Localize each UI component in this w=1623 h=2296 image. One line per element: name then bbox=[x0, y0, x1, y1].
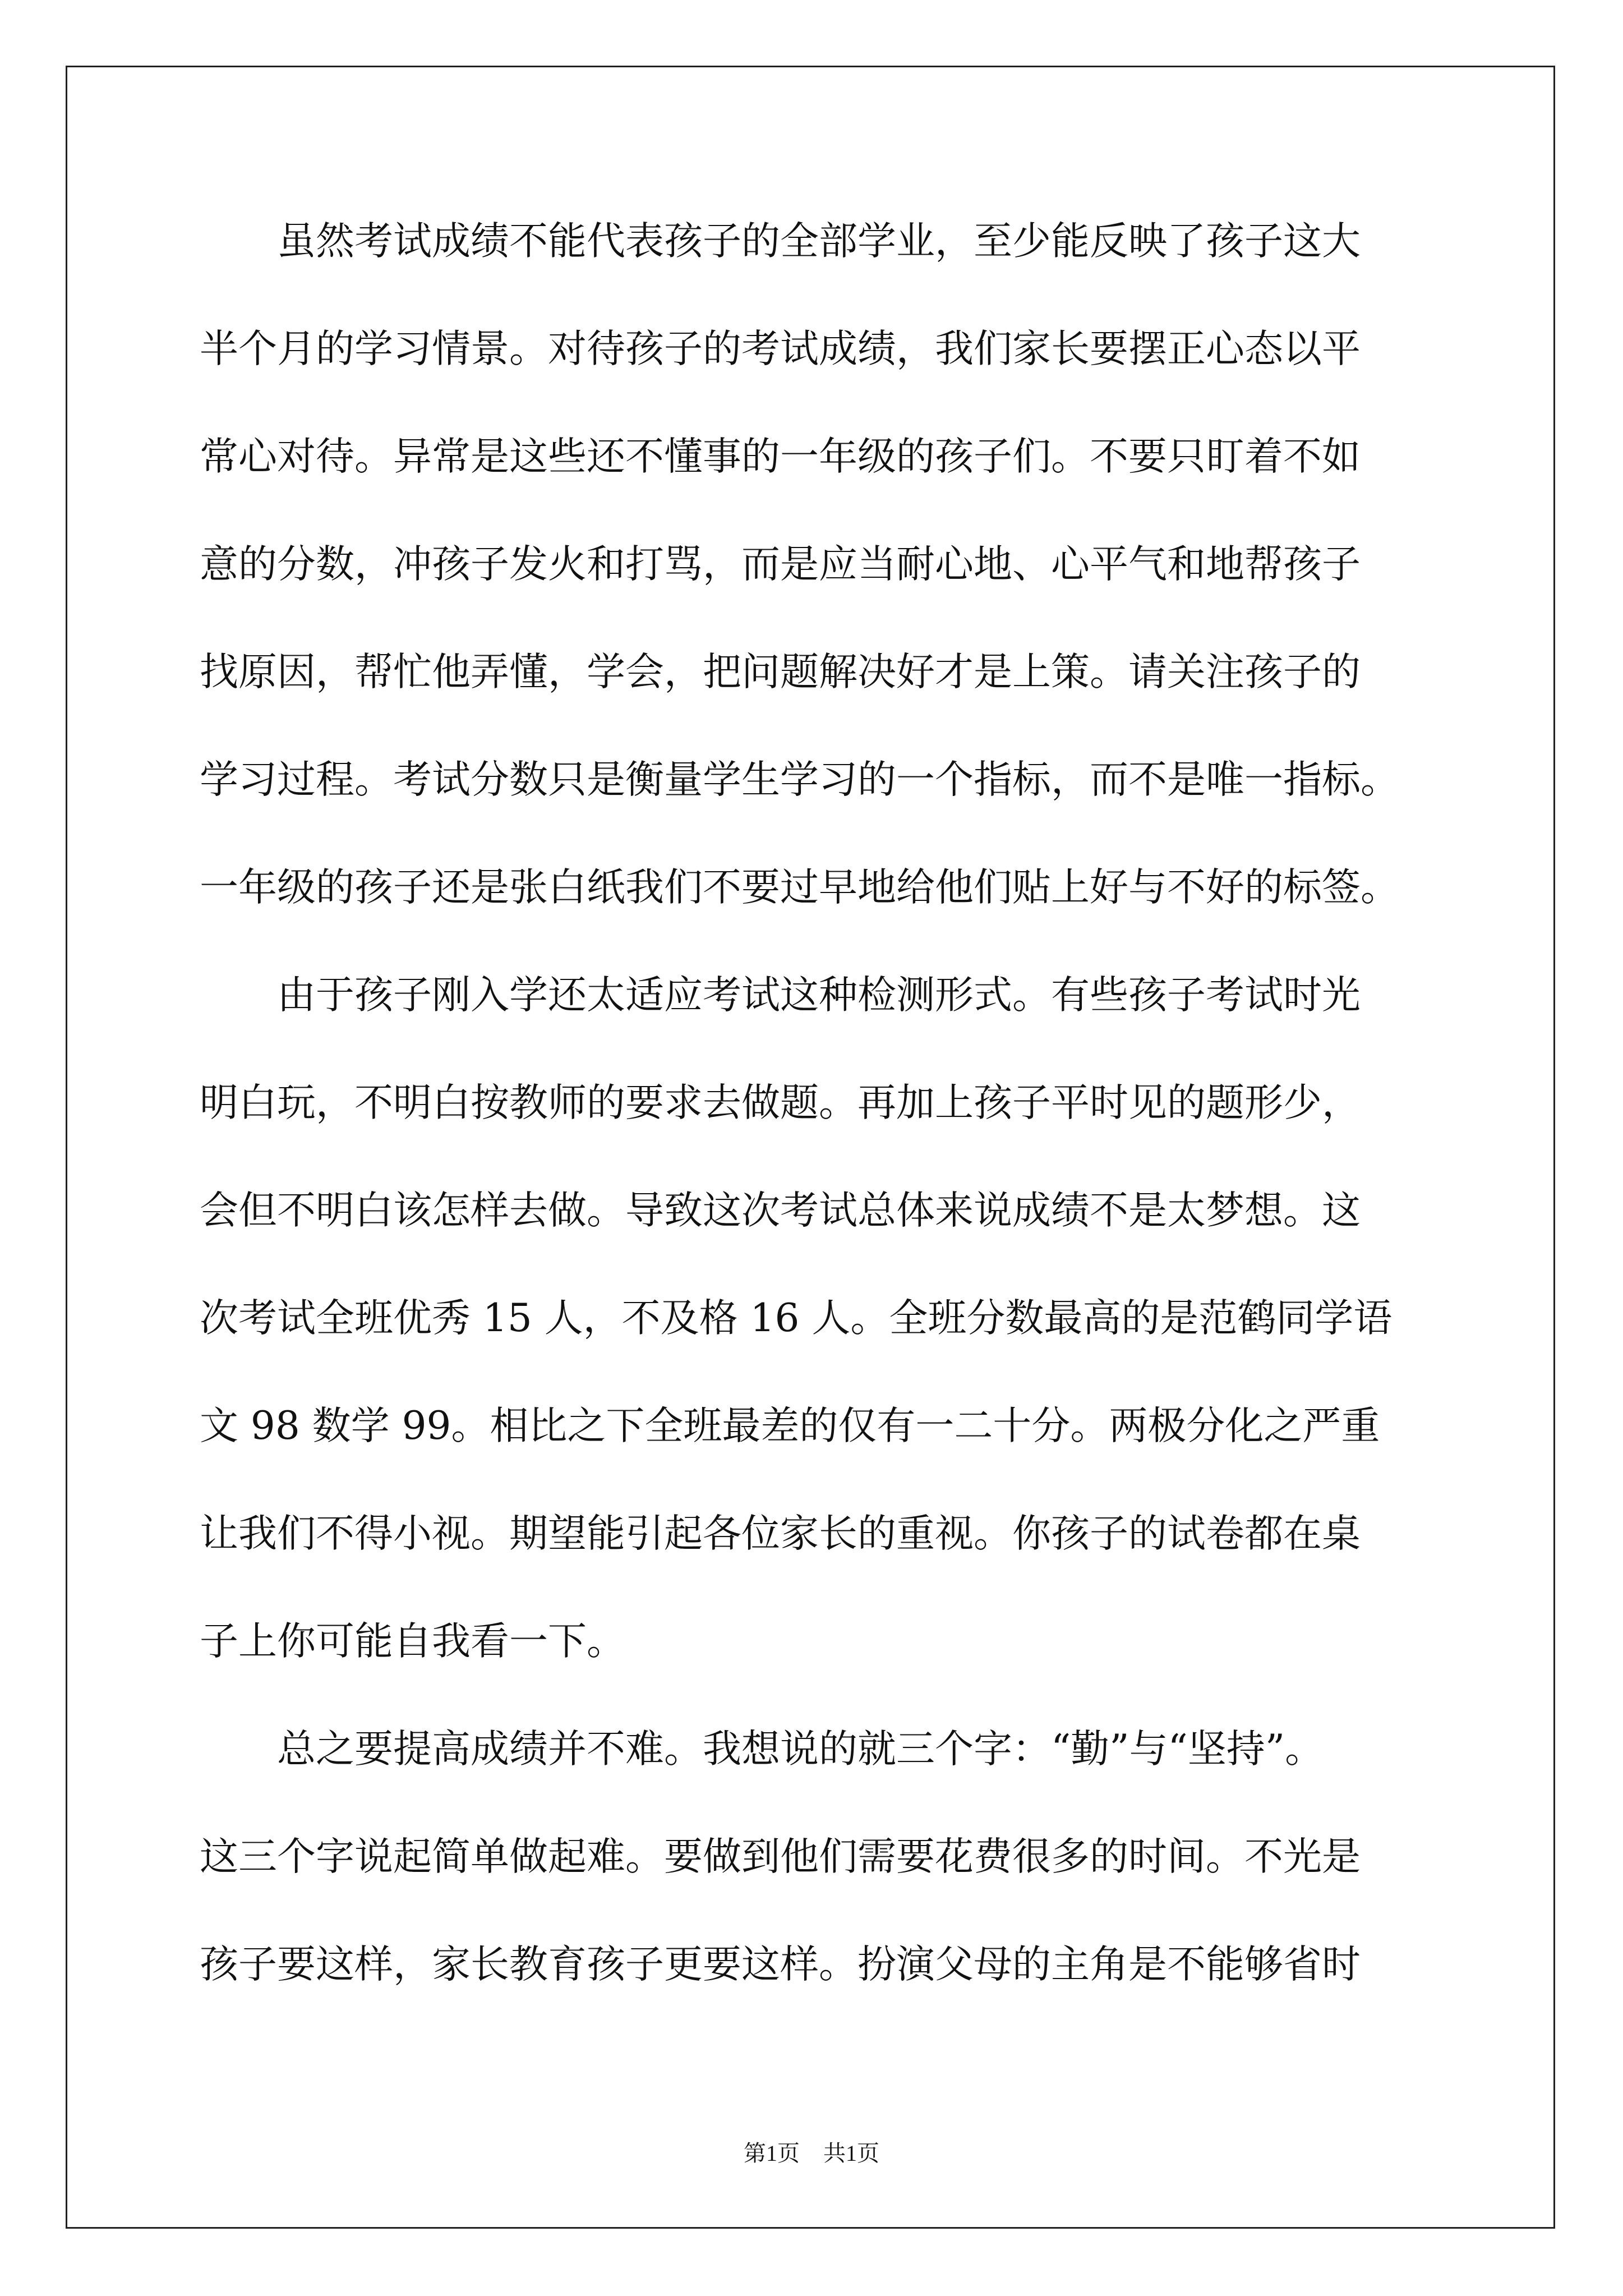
page-footer bbox=[0, 2140, 1623, 2167]
text-line: 孩子要这样，家长教育孩子更要这样。扮演父母的主角是不能够省时 bbox=[200, 1942, 1361, 1987]
text-line: 文 98 数学 99。相比之下全班最差的仅有一二十分。两极分化之严重 bbox=[200, 1404, 1380, 1448]
text-line: 找原因，帮忙他弄懂，学会，把问题解决好才是上策。请关注孩子的 bbox=[200, 650, 1361, 694]
text-line: 明白玩，不明白按教师的要求去做题。再加上孩子平时见的题形少， bbox=[200, 1080, 1361, 1125]
text-line: 一年级的孩子还是张白纸我们不要过早地给他们贴上好与不好的标签。 bbox=[200, 865, 1399, 910]
text-line: 会但不明白该怎样去做。导致这次考试总体来说成绩不是太梦想。这 bbox=[200, 1188, 1361, 1233]
text-line: 半个月的学习情景。对待孩子的考试成绩，我们家长要摆正心态以平 bbox=[200, 326, 1361, 371]
text-line: 总之要提高成绩并不难。我想说的就三个字：“勤”与“坚持”。 bbox=[200, 1727, 1324, 1772]
page-number: 第1页 bbox=[744, 2141, 800, 2166]
page-total: 共1页 bbox=[823, 2141, 879, 2166]
text-line: 子上你可能自我看一下。 bbox=[200, 1619, 625, 1664]
text-line: 由于孩子刚入学还太适应考试这种检测形式。有些孩子考试时光 bbox=[200, 973, 1361, 1018]
text-line: 学习过程。考试分数只是衡量学生学习的一个指标，而不是唯一指标。 bbox=[200, 757, 1399, 802]
text-line: 虽然考试成绩不能代表孩子的全部学业，至少能反映了孩子这大 bbox=[200, 219, 1361, 264]
text-line: 次考试全班优秀 15 人，不及格 16 人。全班分数最高的是范鹤同学语 bbox=[200, 1296, 1393, 1341]
document-body bbox=[200, 216, 1461, 2047]
text-line: 常心对待。异常是这些还不懂事的一年级的孩子们。不要只盯着不如 bbox=[200, 434, 1361, 479]
text-line: 意的分数，冲孩子发火和打骂，而是应当耐心地、心平气和地帮孩子 bbox=[200, 542, 1361, 587]
text-line: 这三个字说起简单做起难。要做到他们需要花费很多的时间。不光是 bbox=[200, 1834, 1361, 1879]
text-line: 让我们不得小视。期望能引起各位家长的重视。你孩子的试卷都在桌 bbox=[200, 1511, 1361, 1556]
